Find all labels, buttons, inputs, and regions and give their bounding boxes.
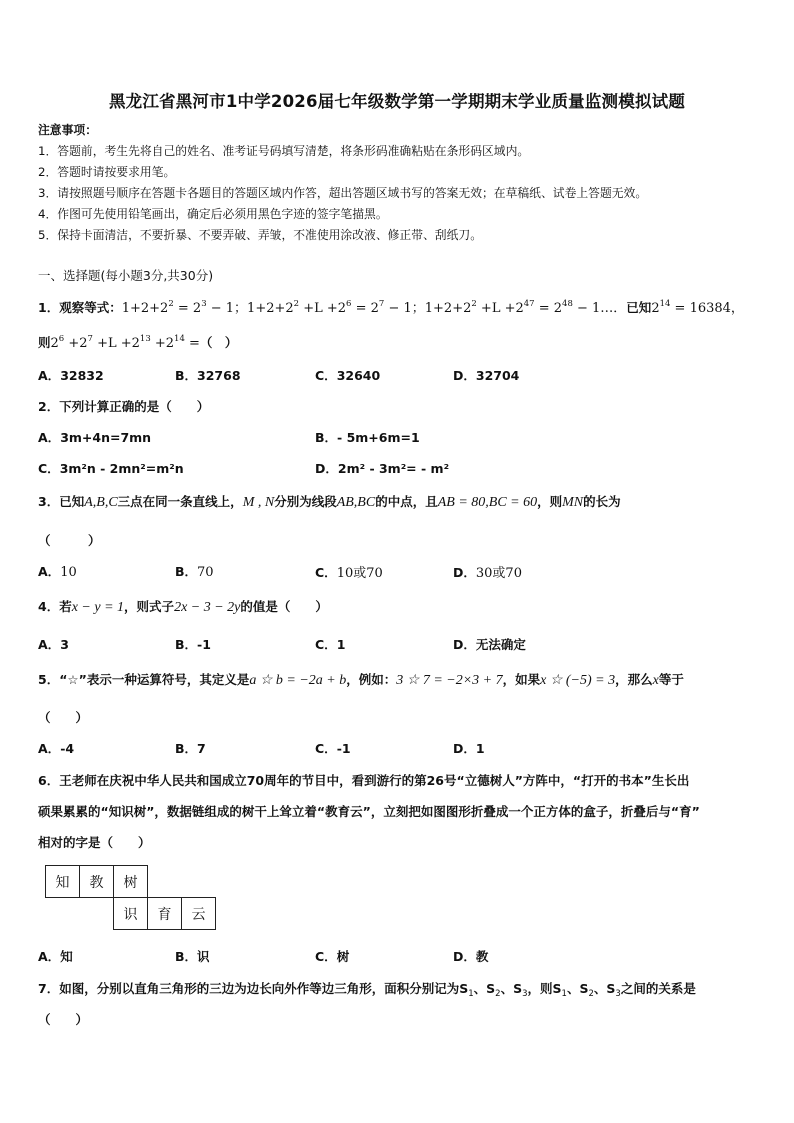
question-7-paren: （ ） — [38, 1012, 89, 1027]
question-1-line-1: 1．观察等式：$1+2+2^2 = 2^3 - 1$；$1+2+2^2 +L +2^6 = 2^7 - 1$；$1+2+2^2 +L +2^{47} = 2^{48}$ − 1…．已知$2^{14} = 16384$， — [38, 299, 744, 316]
note-item: 5．保持卡面清洁，不要折暴、不要弄破、弄皱，不准使用涂改液、修正带、刮纸刀。 — [38, 228, 482, 242]
notes-heading: 注意事项： — [38, 123, 97, 137]
question-7-line-1: 7．如图，分别以直角三角形的三边为边长向外作等边三角形，面积分别记为$S_1$、$S_2$、$S_3$，则$S_1$、$S_2$、$S_3$之间的关系是 — [38, 981, 696, 999]
cube-net-diagram — [45, 865, 216, 930]
option-c[interactable]: C．树 — [315, 949, 350, 964]
option-c[interactable]: C．-1 — [315, 741, 351, 756]
q1-eq3: $1+2+2^2 +L +2^{47} = 2^{48}$ − 1…． — [424, 299, 627, 316]
net-cell: 育 — [148, 898, 182, 930]
q1-eq1: $1+2+2^2 = 2^3 - 1$； — [121, 299, 248, 316]
question-4: 4．若x − y = 1，则式子2x − 3 − 2y的值是（ ） — [38, 599, 328, 615]
option-a[interactable]: A．知 — [38, 949, 73, 964]
question-1-line-2: 则$2^6 +2^7 +L +2^{13} +2^{14}$ =（ ） — [38, 334, 238, 351]
net-cell: 树 — [114, 866, 148, 898]
net-cell: 知 — [46, 866, 80, 898]
option-d[interactable]: D．2m² - 3m²= - m² — [315, 461, 450, 476]
option-c[interactable]: C．10或70 — [315, 565, 383, 581]
question-6-line-3: 相对的字是（ ） — [38, 835, 151, 850]
question-2: 2．下列计算正确的是（ ） — [38, 399, 210, 414]
option-a[interactable]: A．-4 — [38, 741, 75, 756]
option-b[interactable]: B．-1 — [175, 637, 211, 652]
net-cell: 云 — [182, 898, 216, 930]
option-d[interactable]: D．30或70 — [453, 565, 522, 581]
note-item: 4．作图可先使用铅笔画出，确定后必须用黑色字迹的签字笔描黑。 — [38, 207, 388, 221]
net-cell: 识 — [114, 898, 148, 930]
question-number: 1． — [38, 300, 60, 315]
note-item: 1．答题前，考生先将自己的姓名、准考证号码填写清楚，将条形码准确粘贴在条形码区域内。 — [38, 144, 530, 158]
note-item: 2．答题时请按要求用笔。 — [38, 165, 176, 179]
option-a[interactable]: A．3m+4n=7mn — [38, 430, 152, 445]
option-c[interactable]: C．32640 — [315, 368, 381, 383]
question-6-line-2: 硕果累累的“知识树”，数据链组成的树干上耸立着“教育云”，立刻把如图图形折叠成一个正方体的盒子，折叠后与“育” — [38, 804, 700, 819]
question-5-paren: （ ） — [38, 710, 89, 725]
q1-sum: $2^6 +2^7 +L +2^{13} +2^{14}$ = — [50, 334, 200, 351]
note-item: 3．请按照题号顺序在答题卡各题目的答题区域内作答，超出答题区域书写的答案无效；在草稿纸、试卷上答题无效。 — [38, 186, 648, 200]
option-b[interactable]: B．- 5m+6m=1 — [315, 430, 420, 445]
question-3-paren: （ ） — [38, 533, 101, 548]
question-5: 5．“☆”表示一种运算符号，其定义是a ☆ b = −2a + b，例如：3 ☆ 7 = −2×3 + 7，如果x ☆ (−5) = 3，那么x等于 — [38, 672, 684, 688]
section-heading: 一、选择题(每小题3分,共30分) — [38, 268, 214, 283]
option-d[interactable]: D．教 — [453, 949, 489, 964]
q1-known: $2^{14} = 16384$， — [651, 299, 744, 316]
question-3: 3．已知A,B,C三点在同一条直线上，M , N分别为线段AB,BC的中点，且AB = 80,BC = 60，则MN的长为 — [38, 494, 621, 510]
option-b[interactable]: B．7 — [175, 741, 206, 756]
option-d[interactable]: D．32704 — [453, 368, 520, 383]
q1-eq2: $1+2+2^2 +L +2^6 = 2^7 - 1$； — [247, 299, 425, 316]
net-cell: 教 — [80, 866, 114, 898]
option-b[interactable]: B．70 — [175, 564, 214, 580]
q1-stem: 观察等式： — [59, 300, 122, 315]
option-a[interactable]: A．10 — [38, 564, 77, 580]
page-title: 黑龙江省黑河市1中学2026届七年级数学第一学期期末学业质量监测模拟试题 — [108, 92, 686, 111]
option-c[interactable]: C．3m²n - 2mn²=m²n — [38, 461, 184, 476]
option-d[interactable]: D．无法确定 — [453, 637, 526, 652]
option-a[interactable]: A．32832 — [38, 368, 104, 383]
option-c[interactable]: C．1 — [315, 637, 346, 652]
option-b[interactable]: B．32768 — [175, 368, 241, 383]
option-b[interactable]: B．识 — [175, 949, 210, 964]
question-6-line-1: 6．王老师在庆祝中华人民共和国成立70周年的节目中，看到游行的第26号“立德树人”方阵中，“打开的书本”生长出 — [38, 773, 690, 788]
option-d[interactable]: D．1 — [453, 741, 485, 756]
option-a[interactable]: A．3 — [38, 637, 69, 652]
